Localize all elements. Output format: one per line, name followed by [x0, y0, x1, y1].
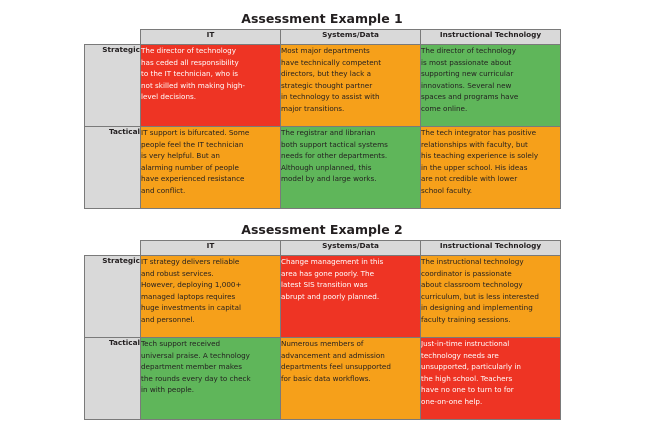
cell-line: The director of technology: [421, 46, 516, 55]
cell-line: about classroom technology: [421, 280, 523, 290]
cell-line: is very helpful. But an: [141, 151, 220, 161]
cell-systems-tactical: [281, 338, 421, 420]
cell-line: innovations. Several new: [421, 80, 512, 90]
cell-line: to the IT technician, who is: [141, 69, 239, 79]
cell-line: relationships with faculty, but: [421, 139, 528, 149]
cell-line: his teaching experience is solely: [421, 151, 539, 161]
cell-line: managed laptops requires: [141, 291, 236, 301]
cell-systems-strategic: [281, 256, 421, 338]
cell-line: the high school. Teachers: [421, 373, 513, 383]
cell-line: have no one to turn to for: [421, 385, 514, 395]
row-header-tactical: Tactical: [85, 127, 141, 209]
row-header-tactical: Tactical: [85, 338, 141, 420]
assessment-table-1: [84, 29, 561, 209]
cell-line: However, deploying 1,000+: [141, 280, 242, 290]
column-header-it: IT: [141, 30, 281, 45]
cell-line: The registrar and librarian: [281, 128, 376, 137]
cell-it-strategic: [141, 45, 281, 127]
cell-line: and conflict.: [141, 185, 186, 195]
cell-systems-tactical: [281, 127, 421, 209]
cell-line: technology needs are: [421, 350, 499, 360]
cell-line: unsupported, particularly in: [421, 362, 521, 372]
cell-instructional-strategic: [421, 45, 561, 127]
cell-line: model by and large works.: [281, 174, 377, 184]
cell-line: The instructional technology: [421, 257, 524, 266]
cell-line: Most major departments: [281, 46, 370, 55]
cell-instructional-strategic: [421, 256, 561, 338]
assessment-table-2: [84, 240, 561, 420]
cell-line: have experienced resistance: [141, 174, 245, 184]
cell-instructional-tactical: [421, 338, 561, 420]
cell-line: in with people.: [141, 385, 195, 395]
cell-line: directors, but they lack a: [281, 69, 371, 79]
cell-line: the rounds every day to check: [141, 373, 251, 383]
cell-line: in the upper school. His ideas: [421, 162, 528, 172]
cell-line: departments feel unsupported: [281, 362, 391, 372]
cell-line: in designing and implementing: [421, 303, 533, 313]
cell-line: strategic thought partner: [281, 80, 373, 90]
cell-line: curriculum, but is less interested: [421, 291, 539, 301]
cell-line: department member makes: [141, 362, 242, 372]
cell-line: advancement and admission: [281, 350, 385, 360]
cell-line: supporting new curricular: [421, 69, 514, 79]
cell-line: The tech integrator has positive: [421, 128, 537, 137]
cell-line: major transitions.: [281, 103, 345, 113]
column-header-instructional-technology: Instructional Technology: [421, 241, 561, 256]
cell-line: universal praise. A technology: [141, 350, 250, 360]
cell-line: both support tactical systems: [281, 139, 388, 149]
cell-line: Just-in-time instructional: [421, 339, 510, 348]
cell-line: area has gone poorly. The: [281, 268, 374, 278]
cell-line: The director of technology: [141, 46, 236, 55]
cell-line: not skilled with making high-: [141, 80, 245, 90]
column-header-it: IT: [141, 241, 281, 256]
cell-line: coordinator is passionate: [421, 268, 512, 278]
cell-line: is most passionate about: [421, 57, 512, 67]
cell-line: come online.: [421, 103, 468, 113]
cell-line: spaces and programs have: [421, 92, 519, 102]
cell-line: in technology to assist with: [281, 92, 380, 102]
cell-line: have technically competent: [281, 57, 382, 67]
cell-line: school faculty.: [421, 185, 473, 195]
cell-line: Tech support received: [141, 339, 221, 348]
cell-line: has ceded all responsibility: [141, 57, 239, 67]
cell-line: faculty training sessions.: [421, 314, 511, 324]
cell-systems-strategic: [281, 45, 421, 127]
example-2-title: Assessment Example 2: [241, 222, 403, 237]
cell-line: and robust services.: [141, 268, 214, 278]
cell-it-tactical: [141, 127, 281, 209]
column-header-systems-data: Systems/Data: [281, 30, 421, 45]
corner-blank: [85, 30, 141, 45]
cell-it-tactical: [141, 338, 281, 420]
cell-line: IT strategy delivers reliable: [141, 257, 240, 266]
cell-it-strategic: [141, 256, 281, 338]
cell-line: IT support is bifurcated. Some: [141, 128, 250, 137]
cell-line: people feel the IT technician: [141, 139, 244, 149]
cell-line: one-on-one help.: [421, 396, 483, 406]
corner-blank: [85, 241, 141, 256]
cell-line: level decisions.: [141, 92, 197, 102]
cell-line: latest SIS transition was: [281, 280, 368, 290]
cell-line: alarming number of people: [141, 162, 239, 172]
example-1-title: Assessment Example 1: [241, 11, 403, 26]
cell-line: and personnel.: [141, 314, 195, 324]
row-header-strategic: Strategic: [85, 45, 141, 127]
cell-line: Change management in this: [281, 257, 384, 266]
row-header-strategic: Strategic: [85, 256, 141, 338]
cell-instructional-tactical: [421, 127, 561, 209]
cell-line: abrupt and poorly planned.: [281, 291, 380, 301]
cell-line: Although unplanned, this: [281, 162, 372, 172]
cell-line: are not credible with lower: [421, 174, 518, 184]
column-header-systems-data: Systems/Data: [281, 241, 421, 256]
cell-line: Numerous members of: [281, 339, 364, 348]
cell-line: needs for other departments.: [281, 151, 388, 161]
cell-line: huge investments in capital: [141, 303, 241, 313]
cell-line: for basic data workflows.: [281, 373, 371, 383]
column-header-instructional-technology: Instructional Technology: [421, 30, 561, 45]
